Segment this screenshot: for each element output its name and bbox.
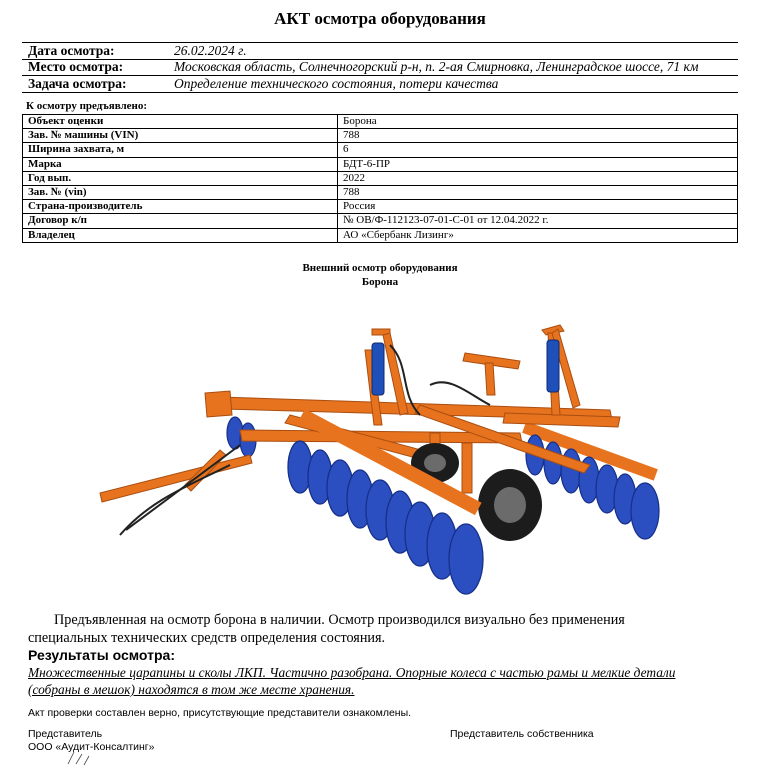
- table-row: [23, 129, 738, 143]
- table-row: [23, 185, 738, 199]
- table-row: [23, 157, 738, 171]
- table-row: [23, 214, 738, 228]
- table-row: [23, 200, 738, 214]
- table-value: 2022: [338, 171, 738, 185]
- table-key: Зав. № (vin): [23, 185, 338, 199]
- table-row: [23, 143, 738, 157]
- task-label: Задача осмотра:: [28, 76, 127, 91]
- page-title: АКТ осмотра оборудования: [274, 9, 486, 28]
- presented-caption: К осмотру предъявлено:: [26, 100, 148, 112]
- table-key: Договор к/п: [23, 214, 338, 228]
- inspection-date-row: [22, 42, 738, 60]
- table-value: АО «Сбербанк Лизинг»: [338, 228, 738, 242]
- results-line: Множественные царапины и сколы ЛКП. Частично разобрана. Опорные колеса с частью рамы и мелкие детали: [28, 665, 676, 680]
- place-label: Место осмотра:: [28, 59, 124, 74]
- inspection-task-row: [22, 76, 738, 93]
- external-inspection-subtitle: Борона: [361, 276, 399, 288]
- table-value: Россия: [338, 200, 738, 214]
- paragraph-line: специальных технических средств определения состояния.: [28, 630, 386, 646]
- table-value: Борона: [338, 115, 738, 129]
- table-value: БДТ-6-ПР: [338, 157, 738, 171]
- table-row: [23, 228, 738, 242]
- inspection-place-row: [22, 59, 738, 76]
- table-key: Объект оценки: [23, 115, 338, 129]
- task-value: Определение технического состояния, потери качества: [174, 76, 499, 91]
- rep-title: Представитель: [28, 728, 103, 740]
- signature-mark: [62, 748, 102, 766]
- owner-representative: Представитель собственника: [450, 728, 594, 740]
- table-value: 788: [338, 129, 738, 143]
- results-heading: Результаты осмотра:: [28, 647, 175, 663]
- confirmation-statement: Акт проверки составлен верно, присутствующие представители ознакомлены.: [28, 707, 412, 719]
- harrow-photo: [90, 305, 690, 605]
- place-value: Московская область, Солнечногорский р-н, п. 2-ая Смирновка, Ленинградское шоссе, 71 км: [174, 59, 699, 74]
- rep-organization: ООО «Аудит-Консалтинг»: [28, 741, 155, 753]
- table-value: 6: [338, 143, 738, 157]
- paragraph-line: Предъявленная на осмотр борона в наличии. Осмотр производился визуально без применения: [54, 612, 625, 628]
- date-value: 26.02.2024 г.: [174, 43, 247, 58]
- table-key: Год вып.: [23, 171, 338, 185]
- equipment-table: [22, 114, 738, 243]
- table-key: Ширина захвата, м: [23, 143, 338, 157]
- results-text: [28, 664, 728, 698]
- table-key: Марка: [23, 157, 338, 171]
- table-row: [23, 115, 738, 129]
- external-inspection-title: Внешний осмотр оборудования: [302, 262, 458, 274]
- table-key: Зав. № машины (VIN): [23, 129, 338, 143]
- results-line: (собраны в мешок) находятся в том же месте хранения.: [28, 682, 355, 697]
- date-label: Дата осмотра:: [28, 43, 115, 58]
- table-key: Страна-производитель: [23, 200, 338, 214]
- inspection-paragraph: [28, 611, 728, 647]
- table-value: 788: [338, 185, 738, 199]
- table-value: № ОВ/Ф-112123-07-01-С-01 от 12.04.2022 г.: [338, 214, 738, 228]
- table-key: Владелец: [23, 228, 338, 242]
- table-row: [23, 171, 738, 185]
